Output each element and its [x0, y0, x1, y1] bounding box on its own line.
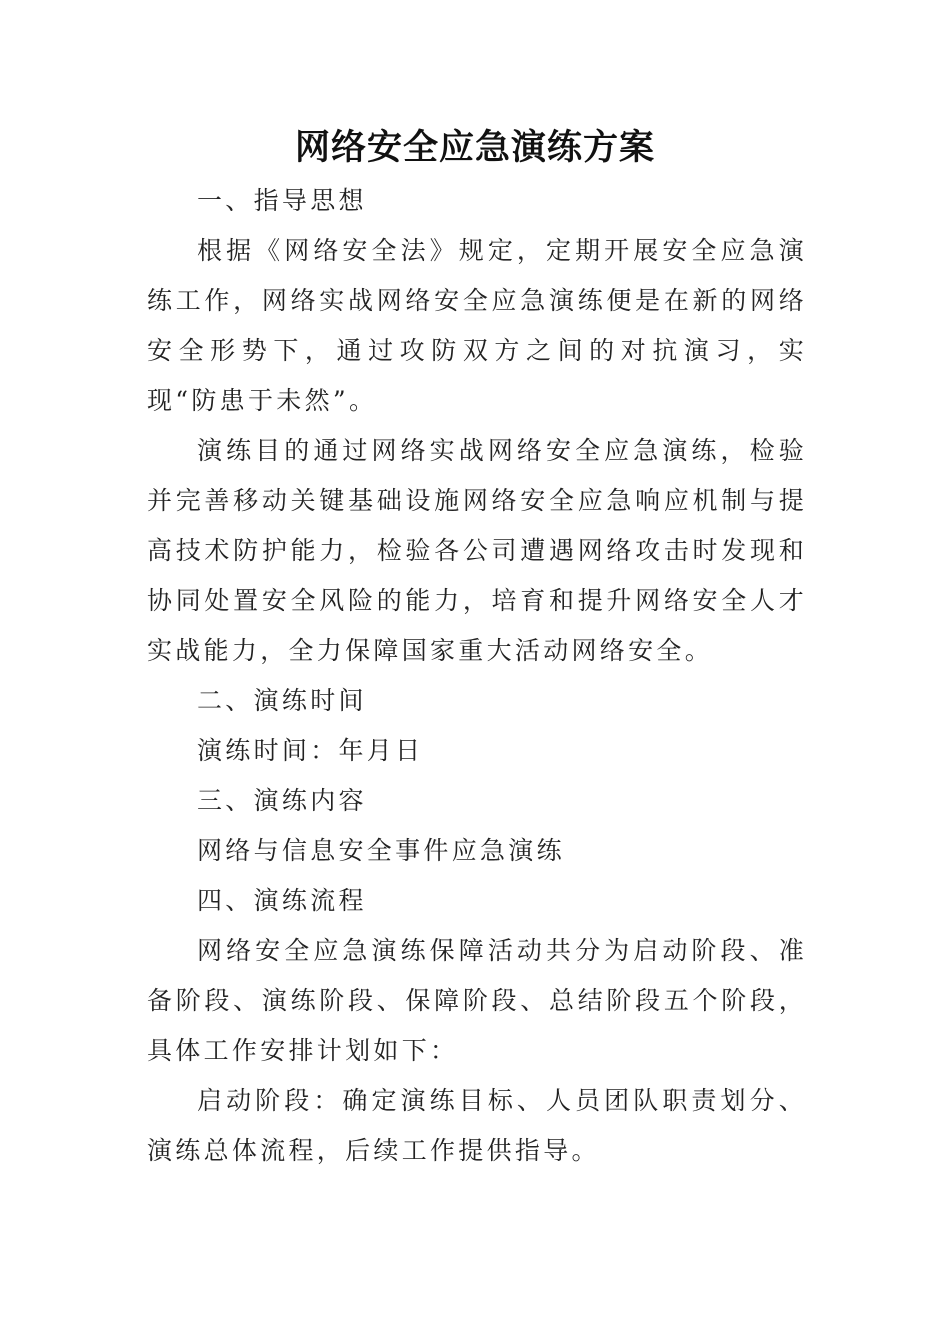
paragraph-legal-basis: 根据《网络安全法》规定，定期开展安全应急演练工作，网络实战网络安全应急演练便是在新的网络安全形势下，通过攻防双方之间的对抗演习，实现“防患于未然”。	[147, 236, 807, 415]
section-heading-drill-time: 二、演练时间	[197, 686, 367, 715]
paragraph-drill-purpose: 演练目的通过网络实战网络安全应急演练，检验并完善移动关键基础设施网络安全应急响应机制与提高技术防护能力，检验各公司遭遇网络攻击时发现和协同处置安全风险的能力，培育和提升网络安全人才实战能力，全力保障国家重大活动网络安全。	[147, 436, 807, 665]
document-title: 网络安全应急演练方案	[294, 127, 655, 168]
section-heading-guiding-ideology: 一、指导思想	[197, 186, 367, 215]
paragraph-drill-time: 演练时间：年月日	[197, 736, 424, 765]
section-heading-drill-process: 四、演练流程	[197, 886, 367, 915]
section-heading-drill-content: 三、演练内容	[197, 786, 367, 815]
paragraph-start-stage: 启动阶段：确定演练目标、人员团队职责划分、演练总体流程，后续工作提供指导。	[147, 1086, 807, 1165]
paragraph-drill-stages: 网络安全应急演练保障活动共分为启动阶段、准备阶段、演练阶段、保障阶段、总结阶段五个阶段，具体工作安排计划如下：	[147, 936, 807, 1065]
paragraph-drill-content: 网络与信息安全事件应急演练	[197, 836, 565, 865]
document-body	[147, 176, 807, 1176]
